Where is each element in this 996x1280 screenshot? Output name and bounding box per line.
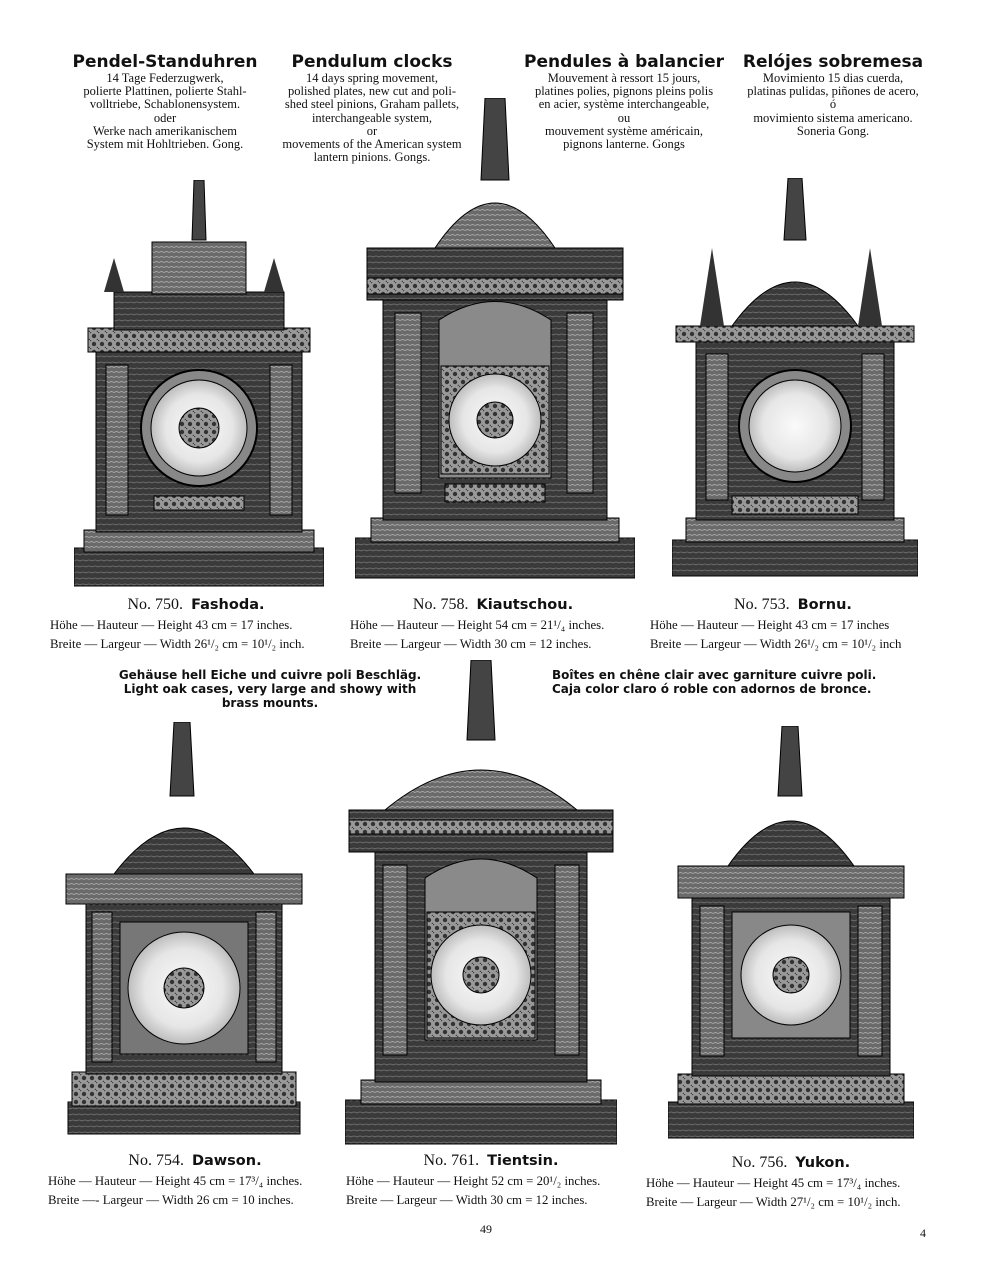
clock-width: Breite — Largeur — Width 27¹/₂ cm = 10¹/₂ inch. <box>646 1195 901 1209</box>
clock-width: Breite — Largeur — Width 30 cm = 12 inches. <box>350 637 592 651</box>
clock-height: Höhe — Hauteur — Height 43 cm = 17 inches. <box>50 618 293 632</box>
clock-height: Höhe — Hauteur — Height 54 cm = 21¹/₄ inches. <box>350 618 605 632</box>
caption-754 <box>48 1150 342 1210</box>
header-title-german: Pendel-Standuhren <box>72 52 258 72</box>
clock-number: No. 753. <box>734 596 790 613</box>
clock-height: Höhe — Hauteur — Height 45 cm = 17³/₄ inches. <box>48 1174 303 1188</box>
caption-750 <box>50 594 342 654</box>
case-note-german-english: Gehäuse hell Eiche und cuivre poli Beschläg. Light oak cases, very large and showy with brass mounts. <box>118 668 422 710</box>
header-title-spanish: Relójes sobremesa <box>742 52 924 72</box>
clock-image-750 <box>74 180 324 588</box>
caption-761 <box>346 1150 636 1210</box>
clock-name: Bornu. <box>797 597 852 613</box>
clock-height: Höhe — Hauteur — Height 52 cm = 20¹/₂ inches. <box>346 1174 601 1188</box>
clock-number: No. 754. <box>128 1152 184 1169</box>
clock-name: Fashoda. <box>191 597 265 613</box>
clock-number: No. 761. <box>423 1152 480 1169</box>
clock-number: No. 756. <box>731 1154 788 1171</box>
clock-height: Höhe — Hauteur — Height 45 cm = 17³/₄ inches. <box>646 1176 901 1190</box>
caption-756 <box>646 1152 936 1212</box>
clock-number: No. 758. <box>412 596 469 613</box>
clock-name: Dawson. <box>191 1153 262 1169</box>
caption-758 <box>350 594 636 654</box>
clock-image-761 <box>345 660 617 1146</box>
case-note-french-spanish: Boîtes en chêne clair avec garniture cuivre poli. Caja color claro ó roble con adornos de bronce. <box>552 668 877 696</box>
header-body-french: Mouvement à ressort 15 jours, platines polies, pignons pleins polis en acier, système interchangeable, ou mouvement système américain, pignons lanterne. Gongs <box>534 71 714 152</box>
clock-width: Breite — Largeur — Width 26¹/₂ cm = 10¹/₂ inch <box>650 637 902 651</box>
clock-image-753 <box>672 178 918 578</box>
clock-image-758 <box>355 98 635 580</box>
clock-image-756 <box>668 726 914 1140</box>
caption-753 <box>650 594 936 654</box>
clock-width: Breite — Largeur — Width 30 cm = 12 inches. <box>346 1193 588 1207</box>
clock-image-754 <box>64 722 304 1136</box>
clock-width: Breite —- Largeur — Width 26 cm = 10 inches. <box>48 1193 294 1207</box>
corner-number: 4 <box>920 1226 926 1240</box>
page-number: 49 <box>480 1222 492 1236</box>
header-spanish <box>730 52 936 138</box>
header-title-french: Pendules à balancier <box>523 52 724 72</box>
header-body-spanish: Movimiento 15 dias cuerda, platinas pulidas, piñones de acero, ó movimiento sistema americano. Soneria Gong. <box>747 71 919 138</box>
clock-number: No. 750. <box>127 596 184 613</box>
clock-name: Kiautschou. <box>476 597 574 613</box>
clock-width: Breite — Largeur — Width 26¹/₂ cm = 10¹/₂ inch. <box>50 637 305 651</box>
clock-name: Tientsin. <box>487 1153 559 1169</box>
header-body-english: 14 days spring movement, polished plates, new cut and poli- shed steel pinions, Graham pallets, interchangeable system, or movements of the American system lantern pinions. Gongs. <box>282 71 462 165</box>
header-title-english: Pendulum clocks <box>291 52 453 72</box>
clock-name: Yukon. <box>795 1155 851 1171</box>
header-body-german: 14 Tage Federzugwerk, polierte Plattinen, polierte Stahl- volltriebe, Schablonensystem. oder Werke nach amerikanischem System mit Hohltrieben. Gong. <box>83 71 247 152</box>
header-german <box>60 52 270 151</box>
clock-height: Höhe — Hauteur — Height 43 cm = 17 inches <box>650 618 890 632</box>
